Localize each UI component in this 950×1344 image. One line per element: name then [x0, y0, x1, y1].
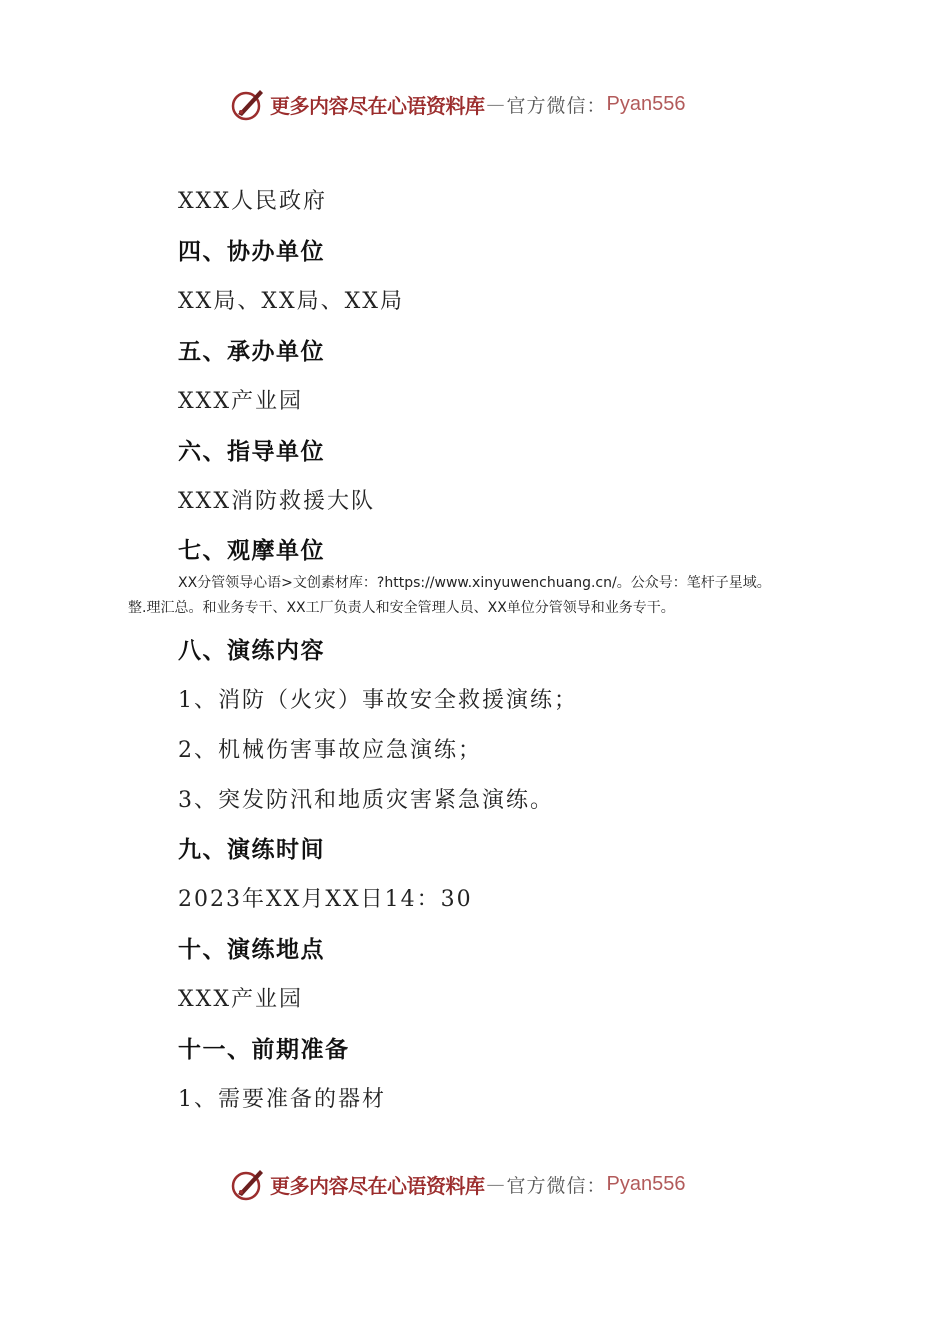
drill-item-2: 2、机械伤害事故应急演练；: [178, 738, 482, 763]
section-heading-preparation: 十一、前期准备: [178, 1036, 350, 1063]
drill-time-text: 2023年XX月XX日14：30: [178, 887, 473, 912]
banner-wechat-label: 官方微信：: [506, 1174, 607, 1197]
undertaker-text: XXX产业园: [178, 389, 303, 414]
footer-banner: [230, 1164, 685, 1204]
organizer-text: XXX人民政府: [178, 189, 327, 214]
header-banner: [230, 84, 685, 124]
banner-wechat-id: Pyan556: [606, 92, 686, 115]
drill-item-3: 3、突发防汛和地质灾害紧急演练。: [178, 788, 554, 813]
co-organizer-text: XX局、XX局、XX局: [178, 289, 404, 314]
observers-line-2: 整.理汇总。和业务专干、XX工厂负责人和安全管理人员、XX单位分管领导和业务专干。: [128, 600, 675, 616]
section-heading-drill-content: 八、演练内容: [178, 637, 325, 664]
drill-item-1: 1、消防（火灾）事故安全救援演练；: [178, 688, 578, 713]
quill-pen-logo-icon: [230, 86, 266, 122]
banner-dash: —: [486, 93, 505, 115]
guidance-text: XXX消防救援大队: [178, 489, 375, 514]
section-heading-guidance: 六、指导单位: [178, 438, 325, 465]
banner-dash: —: [486, 1173, 505, 1195]
quill-pen-logo-icon: [230, 1166, 266, 1202]
section-heading-undertaker: 五、承办单位: [178, 338, 325, 365]
banner-main-text: 更多内容尽在心语资料库: [270, 1173, 485, 1198]
drill-location-text: XXX产业园: [178, 987, 303, 1012]
banner-wechat-id: Pyan556: [606, 1172, 686, 1195]
banner-wechat-label: 官方微信：: [506, 94, 607, 117]
preparation-item-1: 1、需要准备的器材: [178, 1087, 386, 1112]
section-heading-drill-time: 九、演练时间: [178, 836, 325, 863]
section-heading-observers: 七、观摩单位: [178, 537, 325, 564]
banner-main-text: 更多内容尽在心语资料库: [270, 93, 485, 118]
observers-paragraph: [128, 571, 828, 621]
observers-line-1: XX分管领导心语>文创素材库：?https://www.xinyuwenchuang.cn/。公众号：笔杆子星域。: [178, 575, 771, 591]
section-heading-drill-location: 十、演练地点: [178, 936, 325, 963]
section-heading-co-organizer: 四、协办单位: [178, 238, 325, 265]
